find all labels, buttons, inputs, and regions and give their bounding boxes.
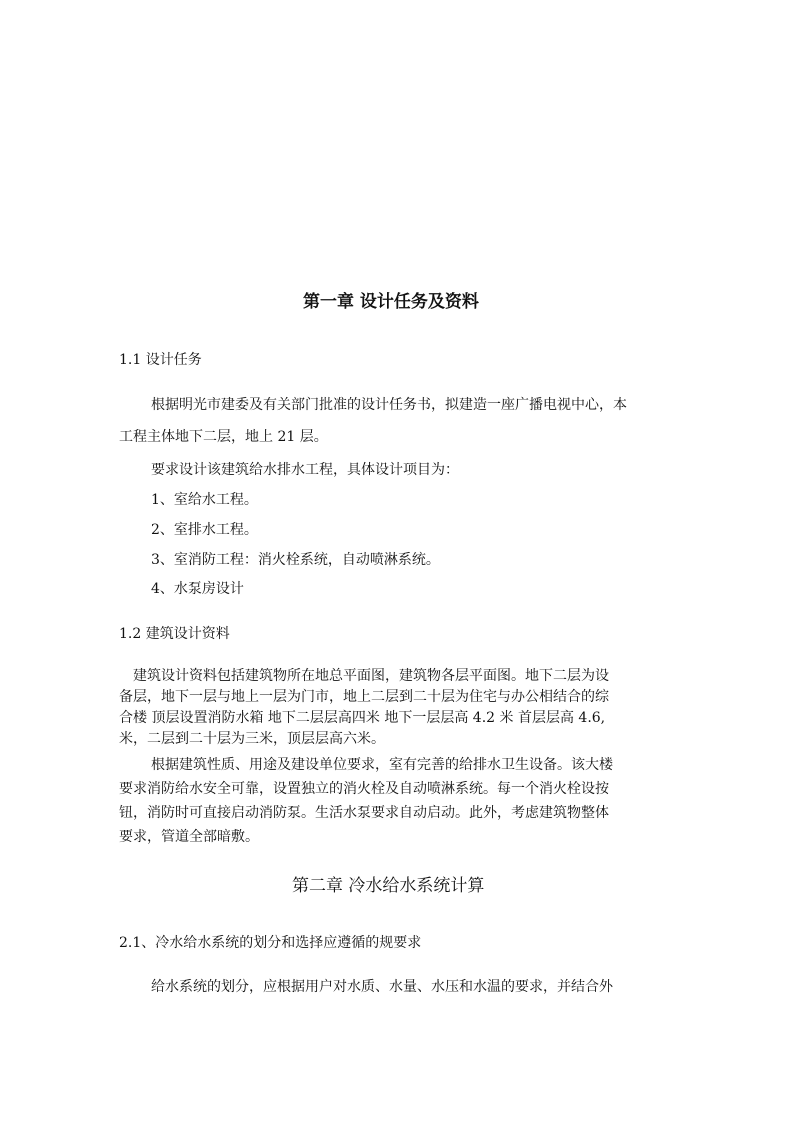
section-1-2-paragraph-1-line: 合楼 顶层设置消防水箱 地下二层层高四米 地下一层层高 4.2 米 首层层高 4.6,: [119, 710, 606, 726]
list-item: 3、室消防工程：消火栓系统，自动喷淋系统。: [151, 552, 440, 568]
list-item: 1、室给水工程。: [151, 492, 258, 508]
chapter-1-title: 第一章 设计任务及资料: [303, 292, 479, 312]
section-2-1-paragraph-line: 给水系统的划分，应根据用户对水质、水量、水压和水温的要求，并结合外: [151, 979, 613, 995]
chapter-2-title: 第二章 冷水给水系统计算: [292, 876, 485, 896]
section-1-1-heading: 1.1 设计任务: [119, 352, 202, 368]
section-1-2-heading: 1.2 建筑设计资料: [119, 626, 230, 642]
section-1-2-paragraph-2-line: 根据建筑性质、用途及建设单位要求，室有完善的给排水卫生设备。该大楼: [151, 757, 613, 773]
section-1-2-paragraph-2-line: 要求消防给水安全可靠，设置独立的消火栓及自动喷淋系统。每一个消火栓设按: [119, 781, 609, 797]
section-1-1-paragraph-line-2: 工程主体地下二层，地上 21 层。: [119, 429, 328, 445]
section-1-2-paragraph-2-line: 要求，管道全部暗敷。: [119, 829, 259, 845]
list-item: 2、室排水工程。: [151, 522, 258, 538]
section-2-1-heading: 2.1、冷水给水系统的划分和选择应遵循的规要求: [119, 935, 422, 951]
section-1-2-paragraph-1-line: 备层，地下一层与地上一层为门市，地上二层到二十层为住宅与办公相结合的综: [119, 689, 609, 705]
list-item: 4、水泵房设计: [151, 581, 244, 597]
section-1-1-paragraph-line-1: 根据明光市建委及有关部门批准的设计任务书，拟建造一座广播电视中心，本: [151, 397, 627, 413]
section-1-2-paragraph-1-line: 建筑设计资料包括建筑物所在地总平面图，建筑物各层平面图。地下二层为设: [133, 668, 609, 684]
section-1-2-paragraph-1-line: 米，二层到二十层为三米，顶层层高六米。: [119, 731, 385, 747]
section-1-2-paragraph-2-line: 钮，消防时可直接启动消防泵。生活水泵要求自动启动。此外，考虑建筑物整体: [119, 805, 609, 821]
requirement-intro: 要求设计该建筑给水排水工程，具体设计项目为：: [151, 462, 459, 478]
